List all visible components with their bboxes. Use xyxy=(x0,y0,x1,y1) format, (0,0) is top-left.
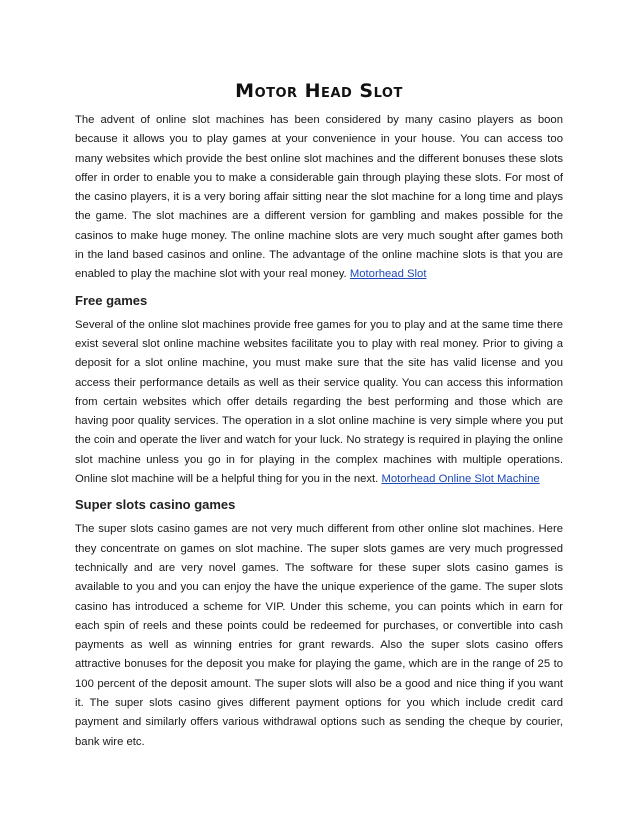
intro-text: The advent of online slot machines has been considered by many casino players as boon because it allows you to play games at your convenience in your house. You can access too many websites which provide the best online slot machines and the different bonuses these slots offer in order to enable you to make a considerable gain through playing these slots. For most of the casino players, it is a very boring affair sitting near the slot machine for a long time and plays the game. The slot machines are a different version for gambling and makes possible for the casinos to make huge money. The online machine slots are very much sought after games both in the land based casinos and online. The advantage of the online machine slots is that you are enabled to play the machine slot with your real money. xyxy=(75,114,563,281)
document-page xyxy=(75,78,563,752)
free-games-paragraph xyxy=(75,316,563,490)
motorhead-online-slot-machine-link[interactable]: Motorhead Online Slot Machine xyxy=(381,473,540,486)
super-slots-paragraph xyxy=(75,520,563,752)
free-games-text: Several of the online slot machines provide free games for you to play and at the same time there exist several slot online machine websites facilitate you to play with real money. Prior to giving a deposit for a slot online machine, you must make sure that the site has valid license and you access their performance details as well as their service quality. You can access this information from certain websites which offer details regarding the best performing and those which are having poor quality services. The operation in a slot online machine is very simple where you put the coin and operate the liver and watch for your luck. No strategy is required in playing the online slot machine unless you go in for playing in the complex machines with multiple operations. Online slot machine will be a helpful thing for you in the next. xyxy=(75,318,563,486)
super-slots-heading: Super slots casino games xyxy=(75,497,236,513)
free-games-heading: Free games xyxy=(75,292,148,308)
super-slots-text: The super slots casino games are not very much different from other online slot machines. Here they concentrate on games on slot machine. The super slots games are very much progressed technically and are very novel games. The software for these super slots casino games is available to you and you can enjoy the have the unique experience of the game. The super slots casino has introduced a scheme for VIP. Under this scheme, you can points which in earn for each spin of reels and these points could be redeemed for purchases, or convertible into cash payments as well as winning entries for grant rewards. Also the super slots casino offers attractive bonuses for the deposit you make for playing the game, which are in the range of 25 to 100 percent of the deposit amount. The super slots will also be a good and nice thing if you want it. The super slots casino gives different payment options for you which include credit card payment and similarly offers various withdrawal options such as sending the cheque by courier, bank wire etc. xyxy=(75,523,563,748)
intro-paragraph xyxy=(75,111,563,285)
motorhead-slot-link[interactable]: Motorhead Slot xyxy=(349,268,427,281)
document-title: Motor Head Slot xyxy=(235,80,403,102)
